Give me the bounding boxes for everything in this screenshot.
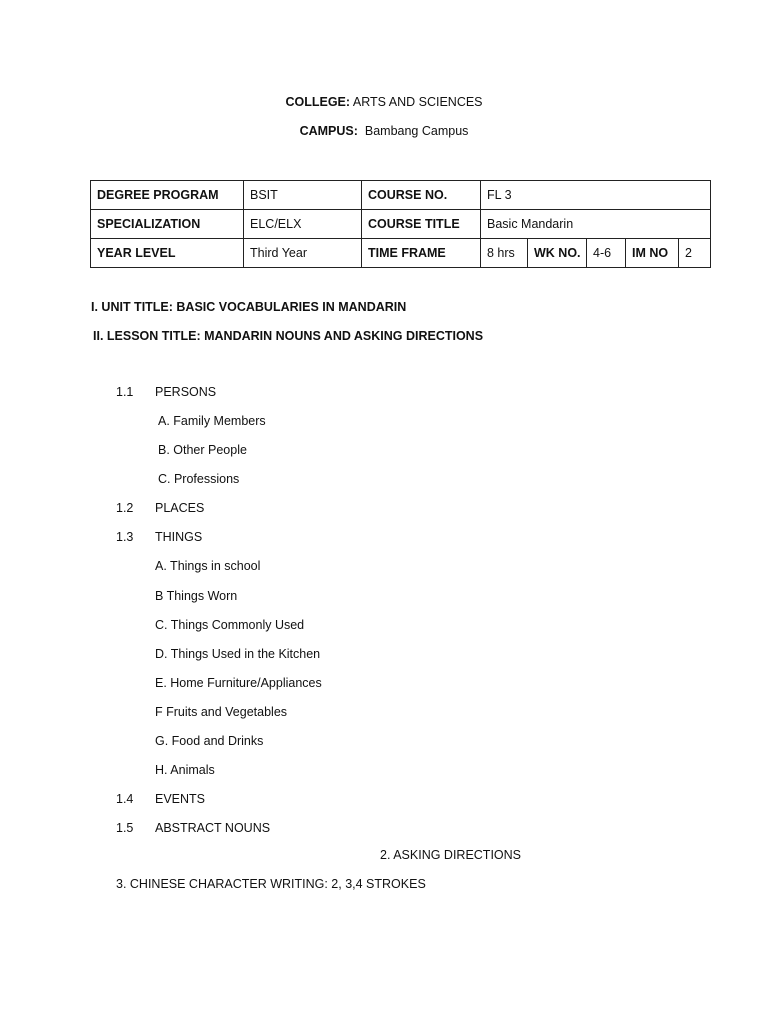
wk-no-value: 4-6: [587, 239, 626, 268]
college-value: ARTS AND SCIENCES: [352, 95, 483, 109]
section-1-2-number: 1.2: [116, 501, 134, 515]
section-1-5-number: 1.5: [116, 821, 134, 835]
year-level-label: YEAR LEVEL: [91, 239, 244, 268]
unit-title: I. UNIT TITLE: BASIC VOCABULARIES IN MANDARIN: [91, 300, 407, 314]
degree-program-label: DEGREE PROGRAM: [91, 181, 244, 210]
character-writing-heading: 3. CHINESE CHARACTER WRITING: 2, 3,4 STROKES: [116, 877, 426, 891]
course-title-value: Basic Mandarin: [481, 210, 711, 239]
im-no-value: 2: [679, 239, 711, 268]
section-1-2-label: PLACES: [155, 501, 205, 515]
time-frame-value: 8 hrs: [481, 239, 528, 268]
list-item: E. Home Furniture/Appliances: [155, 676, 322, 690]
section-1-5-label: ABSTRACT NOUNS: [155, 821, 271, 835]
course-info-table: [90, 180, 711, 268]
list-item: D. Things Used in the Kitchen: [155, 647, 321, 661]
time-frame-label: TIME FRAME: [362, 239, 481, 268]
list-item: H. Animals: [155, 763, 215, 777]
section-1-3-label: THINGS: [155, 530, 203, 544]
course-title-label: COURSE TITLE: [362, 210, 481, 239]
campus-label: CAMPUS:: [299, 124, 358, 138]
specialization-label: SPECIALIZATION: [91, 210, 244, 239]
specialization-value: ELC/ELX: [244, 210, 362, 239]
section-1-1-number: 1.1: [116, 385, 134, 399]
asking-directions-heading: 2. ASKING DIRECTIONS: [380, 848, 522, 862]
im-no-label: IM NO: [626, 239, 679, 268]
list-item: F Fruits and Vegetables: [155, 705, 288, 719]
section-1-1-label: PERSONS: [155, 385, 217, 399]
course-no-label: COURSE NO.: [362, 181, 481, 210]
degree-program-value: BSIT: [244, 181, 362, 210]
list-item: C. Things Commonly Used: [155, 618, 305, 632]
wk-no-label: WK NO.: [528, 239, 587, 268]
table-row: [91, 210, 711, 239]
campus-value: Bambang Campus: [364, 124, 469, 138]
course-no-value: FL 3: [481, 181, 711, 210]
college-label: COLLEGE:: [285, 95, 351, 109]
list-item: G. Food and Drinks: [155, 734, 264, 748]
lesson-title: II. LESSON TITLE: MANDARIN NOUNS AND ASKING DIRECTIONS: [93, 329, 484, 343]
section-1-3-number: 1.3: [116, 530, 134, 544]
list-item: A. Things in school: [155, 559, 261, 573]
college-line: [0, 95, 768, 109]
campus-line: [0, 124, 768, 138]
list-item: B. Other People: [158, 443, 247, 457]
table-row: [91, 181, 711, 210]
table-row: [91, 239, 711, 268]
section-1-4-number: 1.4: [116, 792, 134, 806]
year-level-value: Third Year: [244, 239, 362, 268]
list-item: A. Family Members: [158, 414, 266, 428]
section-1-4-label: EVENTS: [155, 792, 206, 806]
list-item: B Things Worn: [155, 589, 238, 603]
list-item: C. Professions: [158, 472, 240, 486]
